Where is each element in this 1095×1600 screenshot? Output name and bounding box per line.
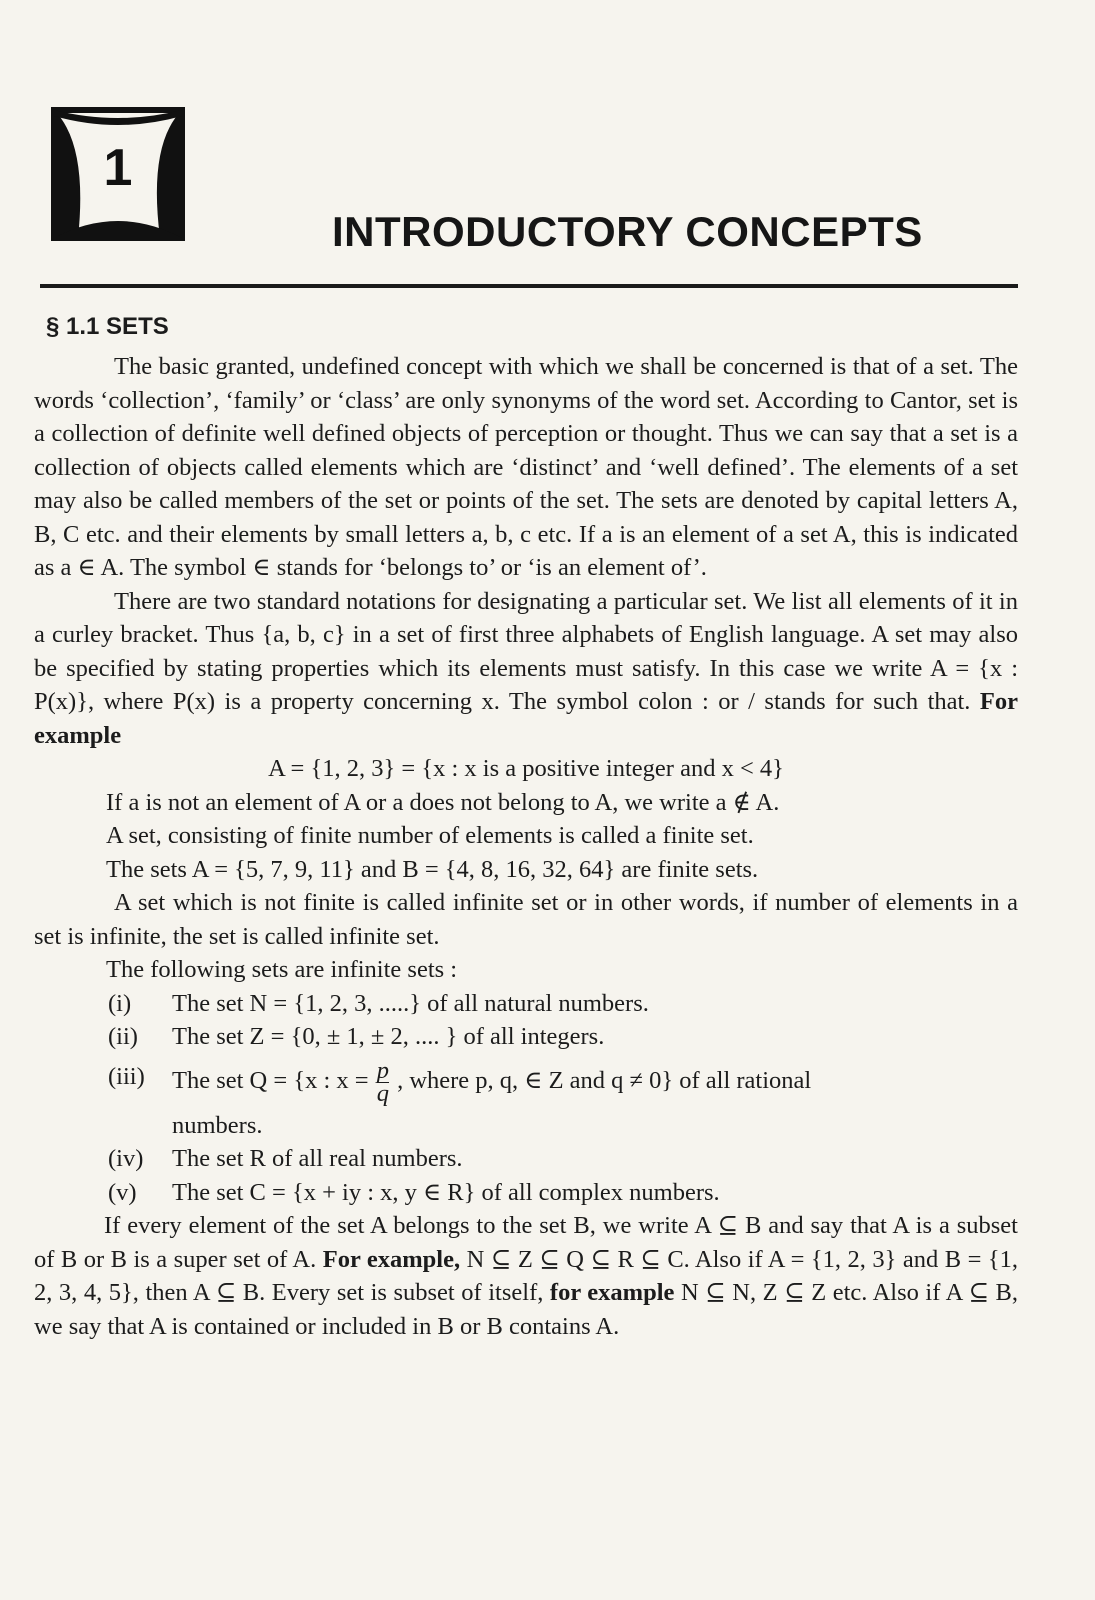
list-item-text: The set Z = {0, ± 1, ± 2, .... } of all integers. — [172, 1023, 605, 1050]
chapter-number-badge — [48, 104, 188, 244]
paragraph-infinite-set: A set which is not finite is called infinite set or in other words, if number of elements in a set is infinite, the set is called infinite set. — [34, 889, 1018, 950]
paragraph-set-notation — [34, 585, 1018, 753]
subset-text-a: If every element of the set A belongs to the set B, we write A ⊆ B and say that A is a subset of B or B is a super set of A. — [34, 1212, 1018, 1273]
fraction-numerator: p — [376, 1056, 389, 1084]
chapter-number: 1 — [103, 139, 133, 197]
list-item-text: The set R of all real numbers. — [172, 1145, 463, 1172]
list-item-number: (iv) — [108, 1145, 144, 1172]
subset-text-b: N ⊆ Z ⊆ Q ⊆ R ⊆ C. Also if A = {1, 2, 3} and B = {1, 2, 3, 4, 5}, then A ⊆ B. Every set is subset of itself, — [34, 1245, 1019, 1306]
paragraph-set-notation-text: There are two standard notations for designating a particular set. We list all elements of it in a curley bracket. Thus {a, b, c} in a set of first three alphabets of English language. A set may also be specified by stating properties which its elements must satisfy. In this case we write A = {x : P(x)}, where P(x) is a property concerning x. The symbol colon : or / stands for such that. — [34, 587, 1018, 715]
list-item — [108, 1020, 1018, 1054]
line-not-element: If a is not an element of A or a does not belong to A, we write a ∉ A. — [106, 788, 780, 816]
subset-text-c: N ⊆ N, Z ⊆ Z etc. Also if A ⊆ B, we say that A is contained or included in B or B contains A. — [34, 1279, 1019, 1340]
line-infinite-intro: The following sets are infinite sets : — [106, 956, 458, 983]
list-item — [108, 1176, 1018, 1210]
list-item — [108, 1056, 1018, 1107]
list-item-text — [172, 1056, 1018, 1107]
list-item-continuation: numbers. — [172, 1111, 263, 1139]
rational-set-suffix: , where p, q, ∈ Z and q ≠ 0} of all rational — [397, 1066, 812, 1094]
for-example-label: For example — [34, 688, 1019, 749]
title-rule — [40, 284, 1018, 288]
list-item — [108, 1142, 1018, 1176]
list-item — [108, 987, 1018, 1021]
list-item-text: The set C = {x + iy : x, y ∈ R} of all complex numbers. — [172, 1178, 720, 1206]
for-example-label: for example — [549, 1279, 675, 1306]
rational-set-prefix: The set Q = {x : x = — [172, 1066, 369, 1094]
for-example-label: For example, — [322, 1245, 461, 1273]
fraction-p-over-q — [376, 1056, 389, 1107]
line-finite-examples: The sets A = {5, 7, 9, 11} and B = {4, 8, 16, 32, 64} are finite sets. — [106, 855, 759, 883]
infinite-set-list — [34, 987, 1018, 1210]
paragraph-definition-of-set: The basic granted, undefined concept with which we shall be concerned is that of a set. The words ‘collection’, ‘family’ or ‘class’ are only synonyms of the word set. According to Cantor, set is a collection of definite well defined objects of perception or thought. Thus we can say that a set is a collection of objects called elements which are ‘distinct’ and ‘well defined’. The elements of a set may also be called members of the set or points of the set. The sets are denoted by capital letters A, B, C etc. and their elements by small letters a, b, c etc. If a is an element of a set A, this is indicated as a ∈ A. The symbol ∈ stands for ‘belongs to’ or ‘is an element of’. — [34, 353, 1018, 581]
body-text — [34, 350, 1018, 1343]
paragraph-subset — [34, 1209, 1018, 1343]
line-finite-set: A set, consisting of finite number of elements is called a finite set. — [106, 822, 754, 849]
section-heading: § 1.1 SETS — [46, 313, 169, 340]
list-item-number: (v) — [108, 1178, 137, 1206]
list-item-number: (i) — [108, 989, 132, 1017]
equation-set-builder: A = {1, 2, 3} = {x : x is a positive integer and x < 4} — [268, 755, 784, 782]
list-item-number: (ii) — [108, 1023, 138, 1050]
list-item-text: The set N = {1, 2, 3, .....} of all natural numbers. — [172, 989, 649, 1017]
chapter-title: INTRODUCTORY CONCEPTS — [332, 208, 923, 255]
fraction-denominator: q — [376, 1079, 389, 1107]
list-item-number: (iii) — [108, 1062, 145, 1090]
